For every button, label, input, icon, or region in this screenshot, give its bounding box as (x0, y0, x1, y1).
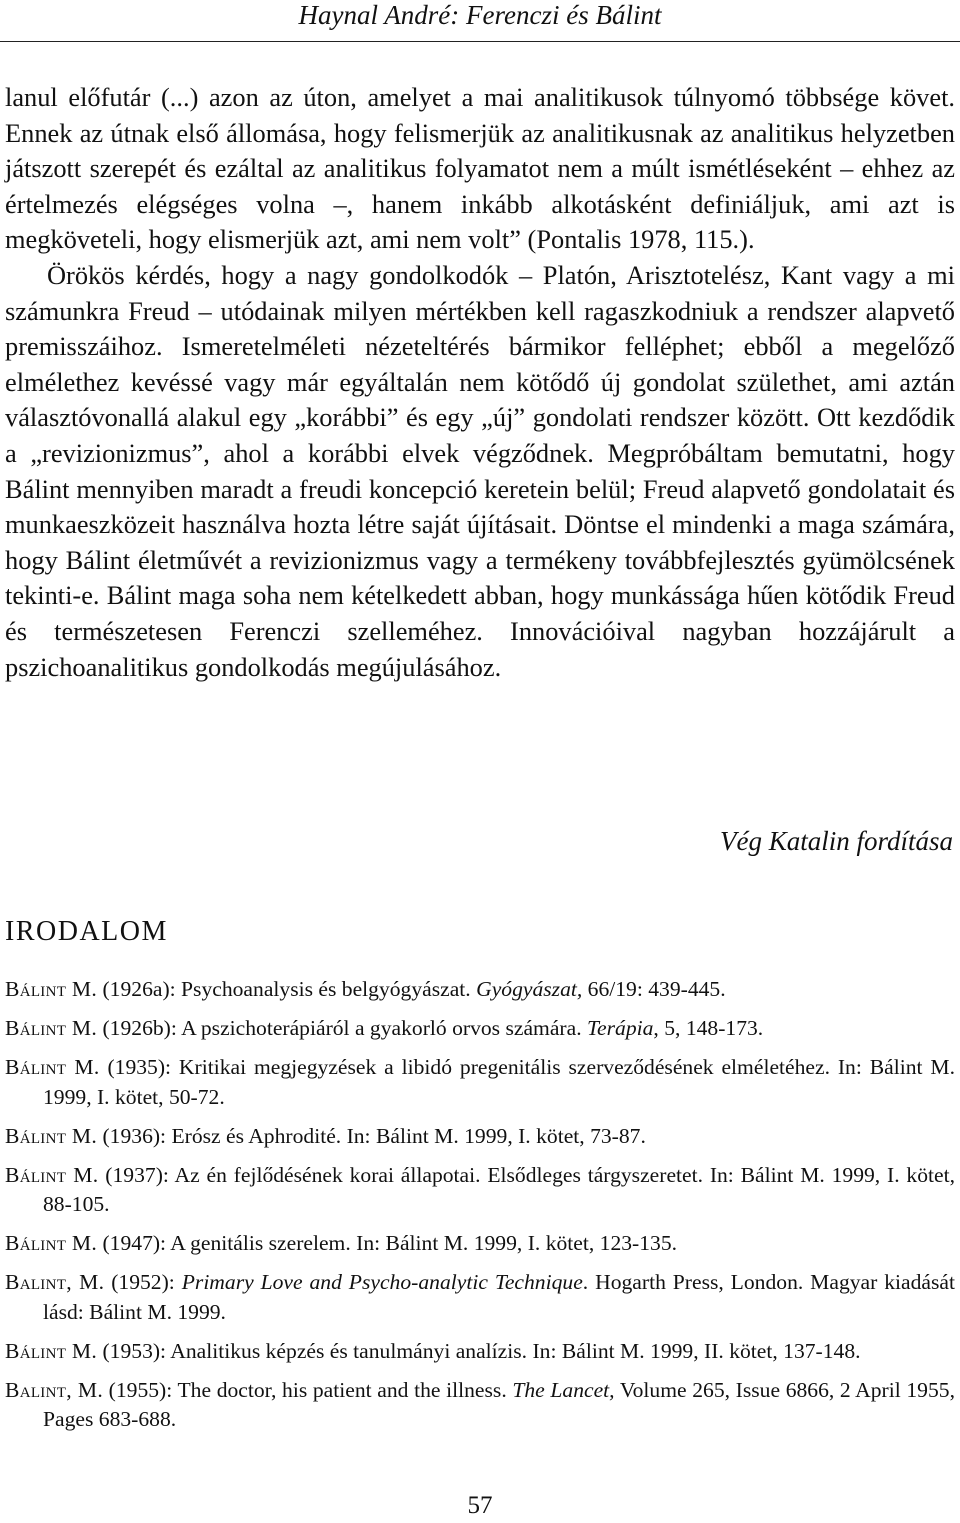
reference-entry (5, 1376, 955, 1435)
reference-text: (1952): (104, 1270, 182, 1294)
reference-text: (1955): The doctor, his patient and the illness. (103, 1377, 513, 1402)
reference-journal: The Lancet, (512, 1377, 615, 1402)
header-rule (0, 41, 960, 42)
reference-author: Bálint M. (5, 1162, 99, 1187)
page-number: 57 (467, 1492, 493, 1519)
translator-credit: Vég Katalin fordítása (719, 826, 953, 856)
reference-text: (1937): Az én fejlődésének korai állapotai. Elsődleges tárgyszeretet. In: Bálint M. 1999, I. kötet, 88-105. (43, 1162, 955, 1216)
reference-text: Volume 265, Issue 6866, 2 April 1955, Pages 683-688. (43, 1377, 955, 1431)
reference-text: (1947): A genitális szerelem. In: Bálint M. 1999, I. kötet, 123-135. (97, 1231, 678, 1255)
reference-text: (1936): Erósz és Aphrodité. In: Bálint M. 1999, I. kötet, 73-87. (97, 1123, 646, 1148)
bibliography-heading: IRODALOM (5, 916, 168, 947)
reference-author: Bálint M. (5, 977, 98, 1001)
reference-author: Bálint M. (5, 1231, 98, 1255)
reference-book-title: Primary Love and Psycho-analytic Technique (181, 1270, 583, 1294)
reference-journal: Terápia (587, 1016, 654, 1040)
reference-author: Bálint M. (5, 1055, 100, 1079)
reference-text: , 5, 148-173. (653, 1016, 764, 1040)
reference-entry (5, 1229, 955, 1259)
body-text (5, 80, 955, 685)
reference-text: (1935): Kritikai megjegyzések a libidó pregenitális szerveződésének elméletéhez. In: Bálint M. 1999, I. kötet, 50-72. (43, 1055, 955, 1109)
reference-author: Bálint M. (5, 1016, 98, 1040)
reference-journal: Gyógyászat, (476, 977, 583, 1001)
reference-entry (5, 1161, 955, 1220)
reference-entry (5, 1337, 955, 1367)
reference-author: Bálint M. (5, 1123, 98, 1148)
reference-entry (5, 1268, 955, 1327)
reference-author: Balint, M. (5, 1270, 105, 1294)
reference-entry (5, 975, 955, 1005)
reference-text: (1926b): A pszichoterápiáról a gyakorló orvos számára. (97, 1016, 588, 1040)
reference-text: 66/19: 439-445. (582, 977, 726, 1001)
reference-text: (1953): Analitikus képzés és tanulmányi analízis. In: Bálint M. 1999, II. kötet, 137-148. (97, 1338, 861, 1363)
reference-author: Balint, M. (5, 1377, 104, 1402)
reference-entry (5, 1053, 955, 1112)
reference-entry (5, 1014, 955, 1044)
paragraph: lanul előfutár (...) azon az úton, amelyet a mai analitikusok túlnyomó többsége követ. Ennek az útnak első állomása, hogy felismerjük az analitikusnak az analitikus helyzetben játszott szerepét és ezáltal az analitikus folyamatot nem a múlt ismétléseként – ehhez az értelmezés elégséges volna –, hanem inkább alkotásként definiáljuk, ami azt is megköveteli, hogy elismerjük azt, ami nem volt” (Pontalis 1978, 115.). (5, 82, 955, 255)
reference-text: . Hogarth Press, London. Magyar kiadását lásd: Bálint M. 1999. (43, 1270, 955, 1324)
reference-text: (1926a): Psychoanalysis és belgyógyászat. (97, 977, 477, 1001)
reference-entry (5, 1122, 955, 1152)
paragraph: Örökös kérdés, hogy a nagy gondolkodók – Platón, Arisztotelész, Kant vagy a mi számunkra Freud – utódainak milyen mértékben kell ragaszkodniuk a rendszer alapvető premisszáihoz. Ismeretelméleti nézeteltérés bármikor felléphet; ebből a megelőző elmélethez kevéssé vagy már egyáltalán nem kötődő új gondolat születhet, ami aztán választóvonallá alakul egy „korábbi” és egy „új” gondolati rendszer között. Ott kezdődik a „revizionizmus”, ahol a korábbi elvek végződnek. Megpróbáltam bemutatni, hogy Bálint mennyiben maradt a freudi koncepció keretein belül; Freud alapvető gondolatait és munkaeszközeit használva hozta létre saját újításait. Döntse el mindenki a maga számára, hogy Bálint életművét a revizionizmus vagy a termékeny továbbfejlesztés gyümölcsének tekinti-e. Bálint maga soha nem kételkedett abban, hogy munkássága hűen kötődik Freud és természetesen Ferenczi szelleméhez. Innovációival nagyban hozzájárult a pszichoanalitikus gondolkodás megújulásához. (5, 259, 955, 682)
running-header: Haynal André: Ferenczi és Bálint (298, 0, 662, 30)
reference-author: Bálint M. (5, 1338, 98, 1363)
bibliography-list (5, 975, 955, 1444)
